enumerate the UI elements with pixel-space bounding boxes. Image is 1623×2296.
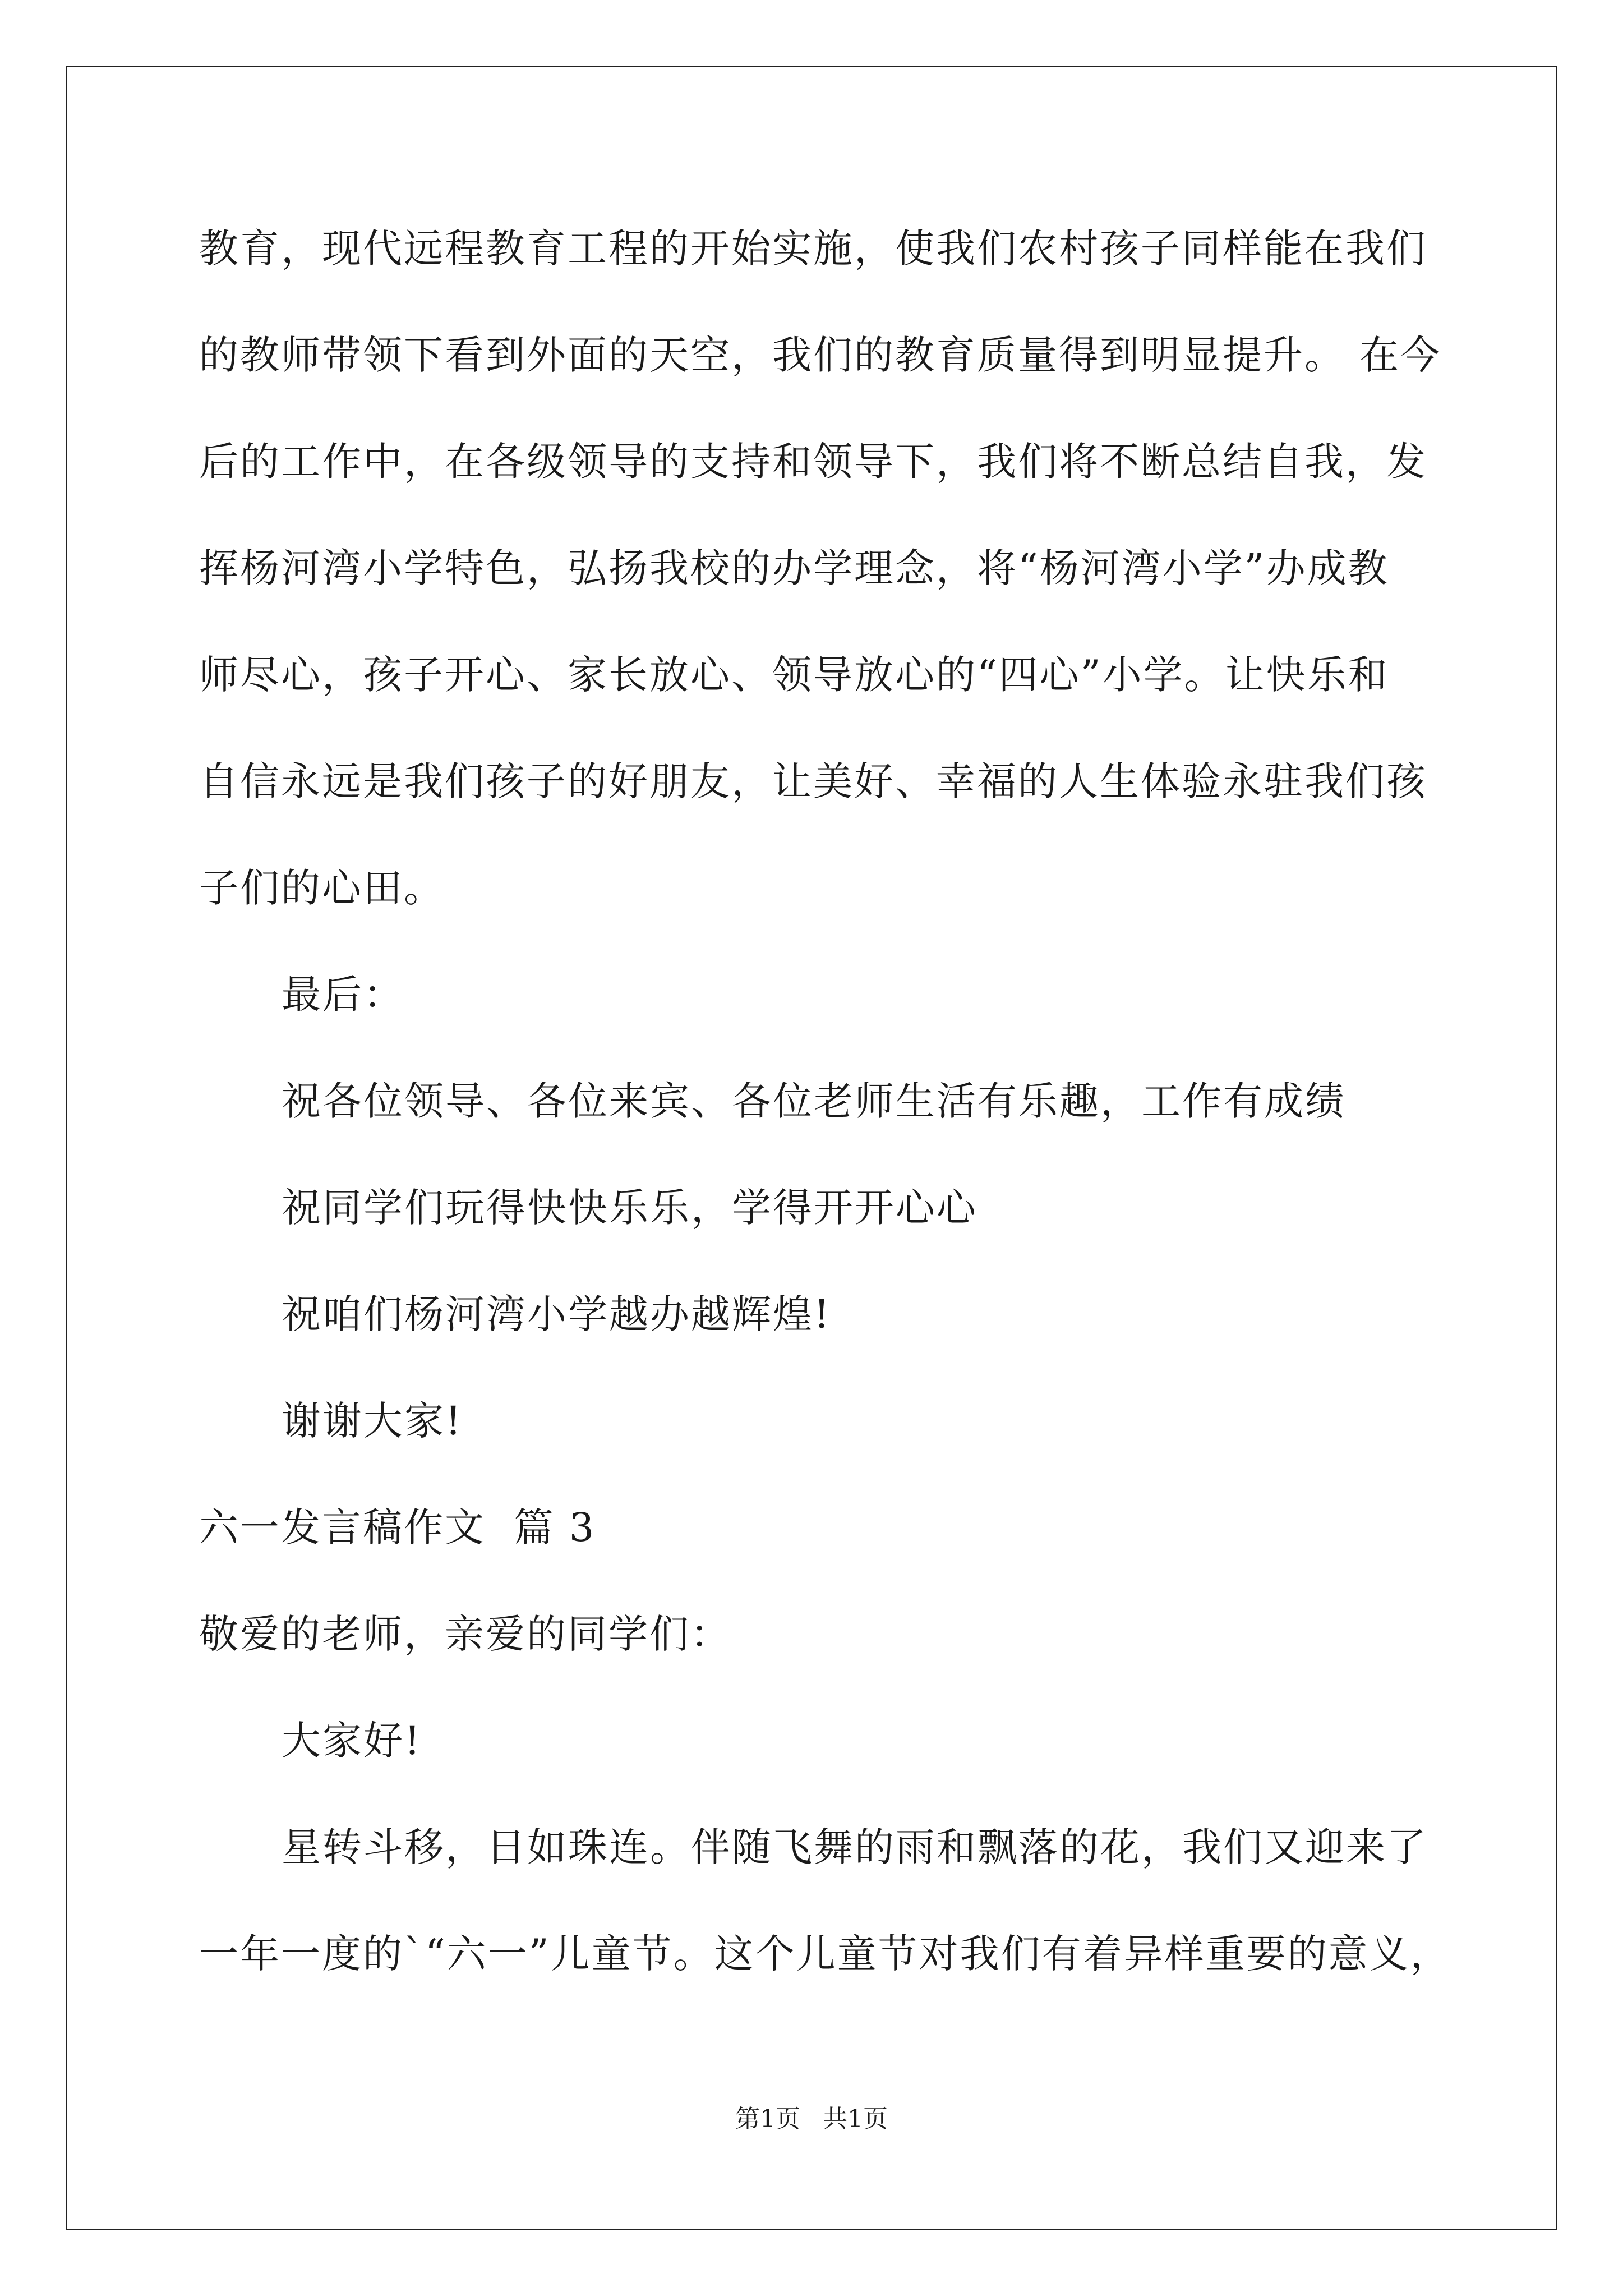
paragraph-line: 的教师带领下看到外面的天空，我们的教育质量得到明显提升。 在今 — [199, 332, 1442, 378]
salutation: 敬爱的老师，亲爱的同学们： — [199, 1611, 731, 1657]
wish-line: 祝同学们玩得快快乐乐，学得开开心心 — [282, 1185, 978, 1231]
paragraph-line: 师尽心，孩子开心、家长放心、领导放心的“四心”小学。让快乐和 — [199, 652, 1389, 698]
paragraph-line: 子们的心田。 — [199, 865, 445, 911]
speech-line: 星转斗移，日如珠连。伴随飞舞的雨和飘落的花，我们又迎来了 — [282, 1824, 1428, 1870]
greeting: 大家好! — [282, 1718, 422, 1764]
closing-label: 最后： — [282, 972, 404, 1018]
wish-line: 祝各位领导、各位来宾、各位老师生活有乐趣，工作有成绩 — [282, 1078, 1346, 1124]
section-heading: 六一发言稿作文 篇 3 — [199, 1504, 596, 1550]
paragraph-line: 教育，现代远程教育工程的开始实施，使我们农村孩子同样能在我们 — [199, 226, 1427, 272]
paragraph-line: 挥杨河湾小学特色，弘扬我校的办学理念，将“杨河湾小学”办成教 — [199, 545, 1389, 591]
page-number-total: 共1页 — [823, 2105, 888, 2133]
wish-line: 祝咱们杨河湾小学越办越辉煌! — [282, 1291, 832, 1337]
paragraph-line: 后的工作中，在各级领导的支持和领导下，我们将不断总结自我，发 — [199, 439, 1427, 485]
page-footer — [0, 2102, 1623, 2136]
paragraph-line: 自信永远是我们孩子的好朋友，让美好、幸福的人生体验永驻我们孩 — [199, 758, 1427, 804]
speech-line: 一年一度的`“六一”儿童节。这个儿童节对我们有着异样重要的意义， — [199, 1931, 1451, 1977]
page-number-current: 第1页 — [735, 2105, 800, 2133]
page-border — [66, 66, 1557, 2230]
thanks-line: 谢谢大家! — [282, 1398, 463, 1444]
